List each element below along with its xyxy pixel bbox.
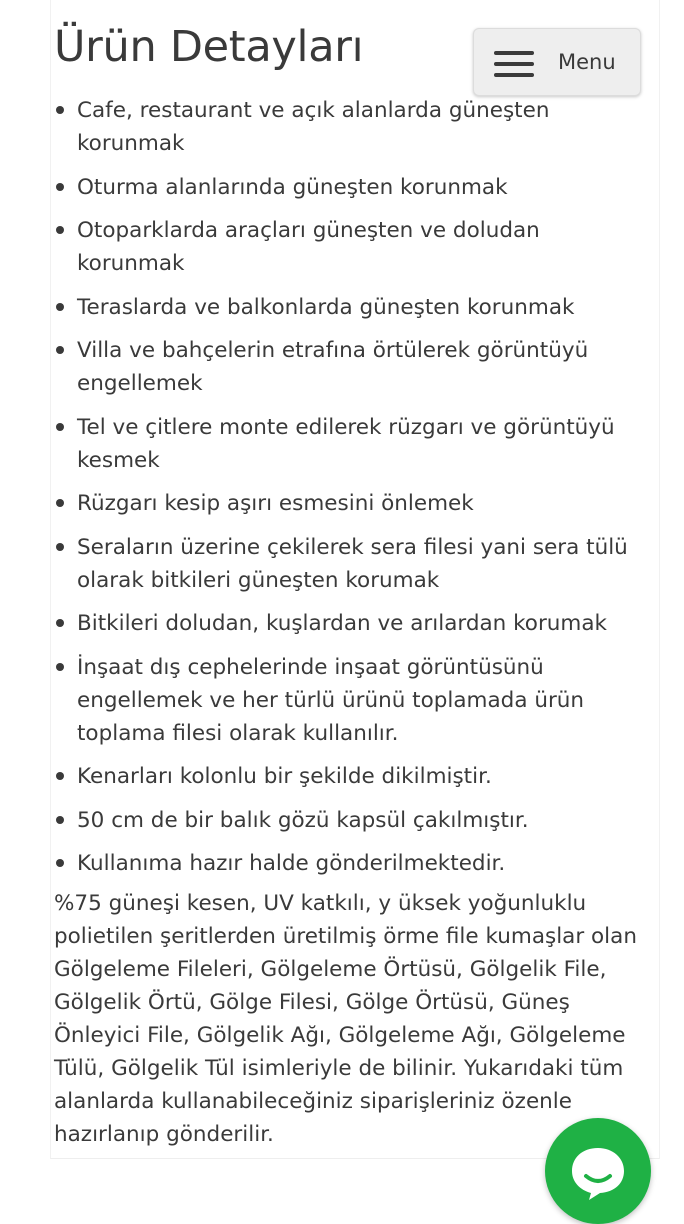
list-item xyxy=(54,487,654,520)
bullet-icon xyxy=(56,183,64,191)
menu-label: Menu xyxy=(558,50,616,74)
bullet-icon xyxy=(56,346,64,354)
list-item-text: Oturma alanlarında güneşten korunmak xyxy=(77,174,508,200)
list-item xyxy=(54,171,654,204)
list-item xyxy=(54,411,654,477)
list-item-text: Kenarları kolonlu bir şekilde dikilmiştir. xyxy=(77,764,492,789)
menu-button[interactable] xyxy=(473,28,641,96)
list-item-text: 50 cm de bir balık gözü kapsül çakılmıştır. xyxy=(77,807,529,833)
list-item-text: İnşaat dış cephelerinde inşaat görüntüsünü engellemek ve her türlü ürünü toplamada ürün toplama filesi olarak kullanılır. xyxy=(77,654,585,746)
hamburger-icon xyxy=(494,51,534,77)
chat-bubble-icon xyxy=(567,1142,629,1204)
feature-list xyxy=(54,94,654,891)
list-item xyxy=(54,804,654,837)
chat-button[interactable] xyxy=(545,1118,651,1224)
bullet-icon xyxy=(56,619,64,627)
list-item xyxy=(54,531,654,597)
list-item-text: Tel ve çitlere monte edilerek rüzgarı ve görüntüyü kesmek xyxy=(77,414,615,473)
bullet-icon xyxy=(56,303,64,311)
list-item-text: Cafe, restaurant ve açık alanlarda güneşten korunmak xyxy=(77,98,550,156)
bullet-icon xyxy=(56,772,64,780)
list-item-text: Teraslarda ve balkonlarda güneşten korunmak xyxy=(77,294,575,320)
list-item xyxy=(54,651,654,750)
list-item xyxy=(54,847,654,880)
list-item xyxy=(54,334,654,400)
bullet-icon xyxy=(56,499,64,507)
list-item-text: Kullanıma hazır halde gönderilmektedir. xyxy=(77,851,506,876)
list-item-text: Rüzgarı kesip aşırı esmesini önlemek xyxy=(77,491,474,516)
page-title: Ürün Detayları xyxy=(54,22,364,72)
list-item xyxy=(54,94,654,160)
bullet-icon xyxy=(56,543,64,551)
list-item-text: Villa ve bahçelerin etrafına örtülerek görüntüyü engellemek xyxy=(77,338,589,396)
bullet-icon xyxy=(56,663,64,671)
bullet-icon xyxy=(56,816,64,824)
list-item xyxy=(54,760,654,793)
bullet-icon xyxy=(56,106,64,114)
list-item-text: Otoparklarda araçları güneşten ve doludan korunmak xyxy=(77,218,540,276)
product-description: %75 güneşi kesen, UV katkılı, y üksek yoğunluklu polietilen şeritlerden üretilmiş örme file kumaşlar olan Gölgeleme Fileleri, Gölgeleme Örtüsü, Gölgelik File, Gölgelik Örtü, Gölge Filesi, Gölge Örtüsü, Güneş Önleyici File, Gölgelik Ağı, Gölgeleme Ağı, Gölgeleme Tülü, Gölgelik Tül isimleriyle de bilinir. Yukarıdaki tüm alanlarda kullanabileceğiniz siparişleriniz özenle hazırlanıp gönderilir. xyxy=(54,891,637,1147)
bullet-icon xyxy=(56,226,64,234)
list-item-text: Seraların üzerine çekilerek sera filesi yani sera tülü olarak bitkileri güneşten korumak xyxy=(77,534,628,593)
list-item xyxy=(54,214,654,280)
list-item xyxy=(54,607,654,640)
list-item xyxy=(54,291,654,324)
bullet-icon xyxy=(56,423,64,431)
list-item-text: Bitkileri doludan, kuşlardan ve arılardan korumak xyxy=(77,611,607,636)
bullet-icon xyxy=(56,859,64,867)
